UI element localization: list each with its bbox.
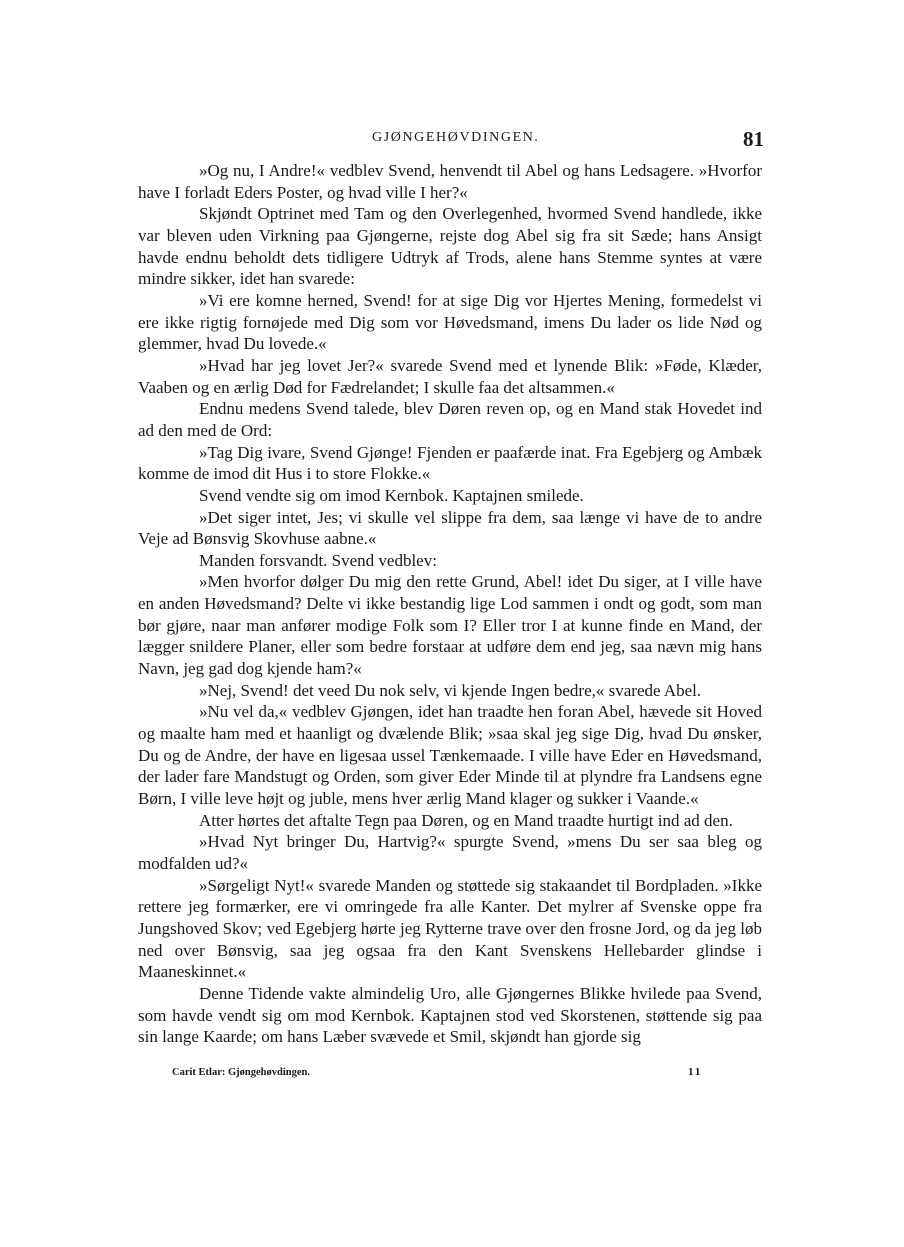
- paragraph: »Det siger intet, Jes; vi skulle vel slippe fra dem, saa længe vi have de to andre Veje ad Bønsvig Skovhuse aabne.«: [138, 507, 762, 549]
- paragraph: Endnu medens Svend talede, blev Døren reven op, og en Mand stak Hovedet ind ad den med de Ord:: [138, 399, 762, 440]
- running-head: [0, 127, 904, 153]
- paragraph: »Nej, Svend! det veed Du nok selv, vi kjende Ingen bedre,« svarede Abel.: [199, 680, 702, 700]
- paragraph: »Tag Dig ivare, Svend Gjønge! Fjenden er paafærde inat. Fra Egebjerg og Ambæk komme de imod dit Hus i to store Flokke.«: [138, 442, 762, 484]
- footer-signature: Carit Etlar: Gjøngehøvdingen.: [172, 1067, 310, 1078]
- running-title: GJØNGEHØVDINGEN.: [372, 130, 540, 145]
- paragraph: Atter hørtes det aftalte Tegn paa Døren, og en Mand traadte hurtigt ind ad den.: [199, 810, 733, 830]
- sheet-signature-mark: 11: [688, 1066, 703, 1078]
- page-footer: [0, 1063, 904, 1083]
- body-text: [138, 160, 762, 1048]
- paragraph: »Hvad har jeg lovet Jer?« svarede Svend med et lynende Blik: »Føde, Klæder, Vaaben og en ærlig Død for Fædrelandet; I skulle faa det altsammen.«: [138, 355, 762, 397]
- paragraph: »Sørgeligt Nyt!« svarede Manden og støttede sig stakaandet til Bordpladen. »Ikke rettere jeg formærker, ere vi omringede fra alle Kanter. Det mylrer af Svenske oppe fra Jungshoved Skov; ved Egebjerg hørte jeg Rytterne trave over den frosne Jord, og da jeg løb ned over Bønsvig, saa jeg ogsaa fra den Kant Svenskens Hellebarder glindse i Maaneskinnet.«: [138, 875, 762, 982]
- page-number: 81: [743, 127, 764, 151]
- paragraph: »Men hvorfor dølger Du mig den rette Grund, Abel! idet Du siger, at I ville have en anden Høvedsmand? Delte vi ikke bestandig lige Lod sammen i ondt og godt, som man bør gjøre, naar man anfører modige Folk som I? Eller tror I at kunne finde en Mand, der lægger snildere Planer, eller som bedre forstaar at udføre dem end jeg, saa nævn mig hans Navn, jeg gad dog kjende ham?«: [138, 572, 762, 679]
- paragraph: »Vi ere komne herned, Svend! for at sige Dig vor Hjertes Mening, formedelst vi ere ikke rigtig fornøjede med Dig som vor Høvedsmand, imens Du lader os lide Nød og glemmer, hvad Du lovede.«: [138, 290, 762, 354]
- paragraph: »Hvad Nyt bringer Du, Hartvig?« spurgte Svend, »mens Du ser saa bleg og modfalden ud?«: [138, 832, 762, 873]
- paragraph: Skjøndt Optrinet med Tam og den Overlegenhed, hvormed Svend handlede, ikke var bleven uden Virkning paa Gjøngerne, rejste dog Abel sig fra sit Sæde; hans Ansigt havde endnu beholdt dets tidligere Udtryk af Trods, alene hans Stemme syntes at være mindre sikker, idet han svarede:: [138, 204, 762, 289]
- paragraph: Manden forsvandt. Svend vedblev:: [199, 550, 437, 570]
- paragraph: »Og nu, I Andre!« vedblev Svend, henvendt til Abel og hans Ledsagere. »Hvorfor have I forladt Eders Poster, og hvad ville I her?«: [138, 161, 762, 202]
- paragraph: »Nu vel da,« vedblev Gjøngen, idet han traadte hen foran Abel, hævede sit Hoved og maalte ham med et haanligt og dvælende Blik; »saa skal jeg sige Dig, hvad Du ønsker, Du og de Andre, der have en ligesaa ussel Tænkemaade. I ville have Eder en Høvedsmand, der lader fare Mandstugt og Orden, som giver Eder Minde til at plyndre fra Landsens egne Børn, I ville leve højt og juble, mens hver ærlig Mand klager og sukker i Vaande.«: [138, 702, 762, 809]
- paragraph: Denne Tidende vakte almindelig Uro, alle Gjøngernes Blikke hvilede paa Svend, som havde vendt sig om mod Kernbok. Kaptajnen stod ved Skorstenen, støttende sig paa sin lange Kaarde; om hans Læber svævede et Smil, skjøndt han gjorde sig: [138, 983, 762, 1047]
- paragraph: Svend vendte sig om imod Kernbok. Kaptajnen smilede.: [199, 485, 584, 505]
